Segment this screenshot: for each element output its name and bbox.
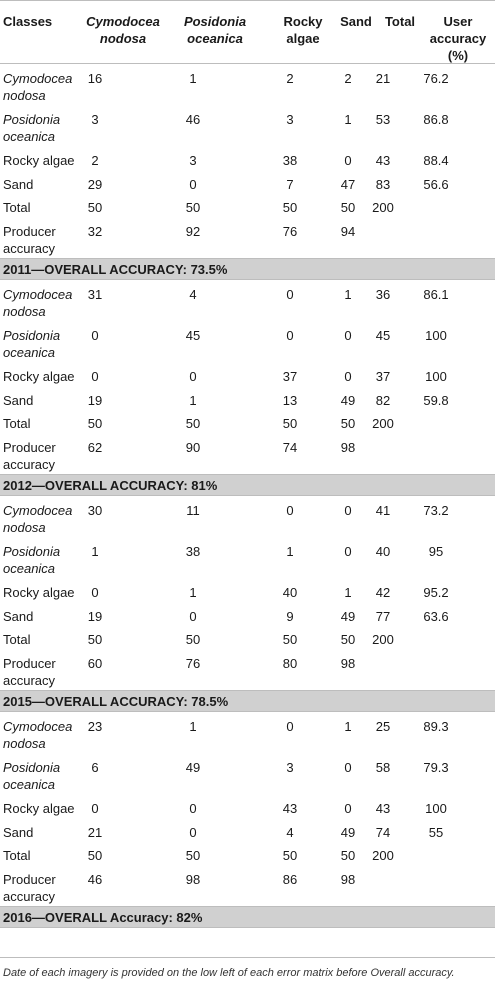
cell-sand: 0 — [344, 369, 352, 384]
overall-accuracy-band — [0, 690, 495, 712]
table-row — [0, 537, 495, 578]
row-class-label: Sand — [3, 825, 34, 840]
row-class-label: Sand — [3, 177, 34, 192]
cell-sand: 1 — [344, 112, 352, 127]
header-user-accuracy: User accuracy (%) — [429, 14, 487, 63]
cell-rocky-algae: 43 — [282, 801, 298, 816]
row-class-label: Rocky algae — [3, 153, 75, 168]
cell-user-accuracy: 59.8 — [423, 393, 449, 408]
cell-total: 82 — [375, 393, 391, 408]
cell-sand: 50 — [340, 632, 356, 647]
cell-posidonia-oceanica: 0 — [189, 825, 197, 840]
cell-posidonia-oceanica: 1 — [189, 71, 197, 86]
table-row — [0, 578, 495, 602]
row-class-label: Posidonia oceanica — [3, 112, 61, 144]
table-row — [0, 865, 495, 906]
overall-accuracy-label: 2012—OVERALL ACCURACY: 81% — [3, 478, 218, 493]
cell-cymodocea-nodosa: 0 — [91, 369, 99, 384]
cell-posidonia-oceanica: 38 — [185, 544, 201, 559]
cell-sand: 0 — [344, 760, 352, 775]
table-body — [0, 64, 495, 928]
cell-user-accuracy: 100 — [425, 369, 447, 384]
table-footnote: Date of each imagery is provided on the low left of each error matrix before Overall accuracy. — [3, 967, 455, 979]
cell-cymodocea-nodosa: 1 — [91, 544, 99, 559]
cell-total: 200 — [372, 632, 394, 647]
cell-user-accuracy: 73.2 — [423, 503, 449, 518]
cell-user-accuracy: 100 — [425, 801, 447, 816]
table-row — [0, 105, 495, 146]
cell-posidonia-oceanica: 11 — [186, 503, 200, 518]
table-row — [0, 496, 495, 537]
cell-total: 74 — [375, 825, 391, 840]
cell-cymodocea-nodosa: 30 — [87, 503, 103, 518]
cell-user-accuracy: 56.6 — [423, 177, 449, 192]
cell-posidonia-oceanica: 92 — [185, 224, 201, 239]
cell-posidonia-oceanica: 50 — [185, 416, 201, 431]
cell-rocky-algae: 86 — [282, 872, 298, 887]
table-row — [0, 362, 495, 386]
cell-user-accuracy: 89.3 — [423, 719, 449, 734]
cell-total: 25 — [375, 719, 391, 734]
cell-total: 36 — [375, 287, 391, 302]
cell-rocky-algae: 0 — [286, 287, 294, 302]
cell-cymodocea-nodosa: 0 — [91, 801, 99, 816]
cell-posidonia-oceanica: 76 — [185, 656, 201, 671]
cell-cymodocea-nodosa: 16 — [87, 71, 103, 86]
cell-cymodocea-nodosa: 46 — [87, 872, 103, 887]
table-row — [0, 170, 495, 193]
header-classes: Classes — [3, 14, 53, 29]
cell-user-accuracy: 55 — [428, 825, 444, 840]
cell-posidonia-oceanica: 4 — [189, 287, 197, 302]
cell-total: 43 — [375, 153, 391, 168]
cell-total: 53 — [375, 112, 391, 127]
header-cymodocea-nodosa: Cymodocea nodosa — [86, 14, 160, 46]
cell-rocky-algae: 74 — [282, 440, 298, 455]
cell-cymodocea-nodosa: 60 — [87, 656, 103, 671]
cell-rocky-algae: 3 — [286, 112, 294, 127]
table-header — [0, 0, 495, 64]
cell-total: 77 — [375, 609, 391, 624]
row-class-label: Producer accuracy — [3, 656, 56, 688]
header-posidonia-oceanica: Posidonia oceanica — [183, 14, 247, 46]
header-rocky-algae: Rocky algae — [283, 14, 323, 46]
cell-posidonia-oceanica: 0 — [189, 369, 197, 384]
overall-accuracy-band — [0, 258, 495, 280]
cell-cymodocea-nodosa: 19 — [87, 609, 103, 624]
cell-posidonia-oceanica: 1 — [189, 585, 197, 600]
header-total: Total — [384, 14, 416, 29]
cell-cymodocea-nodosa: 50 — [87, 416, 103, 431]
overall-accuracy-label: 2015—OVERALL ACCURACY: 78.5% — [3, 694, 229, 709]
cell-rocky-algae: 50 — [282, 416, 298, 431]
cell-sand: 2 — [344, 71, 352, 86]
cell-cymodocea-nodosa: 50 — [87, 632, 103, 647]
cell-rocky-algae: 76 — [282, 224, 298, 239]
cell-posidonia-oceanica: 0 — [189, 801, 197, 816]
cell-cymodocea-nodosa: 2 — [91, 153, 99, 168]
cell-sand: 98 — [340, 872, 356, 887]
cell-cymodocea-nodosa: 50 — [87, 200, 103, 215]
table-bottom-rule — [0, 957, 495, 958]
cell-rocky-algae: 2 — [286, 71, 294, 86]
cell-rocky-algae: 3 — [286, 760, 294, 775]
cell-cymodocea-nodosa: 0 — [91, 585, 99, 600]
table-row — [0, 409, 495, 433]
row-class-label: Rocky algae — [3, 585, 75, 600]
table-row — [0, 146, 495, 170]
cell-total: 21 — [375, 71, 391, 86]
table-row — [0, 64, 495, 105]
cell-posidonia-oceanica: 50 — [185, 632, 201, 647]
overall-accuracy-band — [0, 474, 495, 496]
row-class-label: Total — [3, 416, 31, 431]
table-row — [0, 602, 495, 625]
cell-user-accuracy: 88.4 — [423, 153, 449, 168]
table-row — [0, 625, 495, 649]
cell-total: 40 — [375, 544, 391, 559]
cell-total: 200 — [372, 200, 394, 215]
cell-posidonia-oceanica: 45 — [185, 328, 201, 343]
cell-sand: 50 — [340, 200, 356, 215]
row-class-label: Producer accuracy — [3, 224, 56, 256]
cell-sand: 49 — [340, 825, 356, 840]
table-row — [0, 280, 495, 321]
cell-sand: 49 — [340, 609, 356, 624]
row-class-label: Total — [3, 848, 31, 863]
cell-posidonia-oceanica: 49 — [185, 760, 201, 775]
table-row — [0, 794, 495, 818]
table-row — [0, 712, 495, 753]
cell-cymodocea-nodosa: 29 — [87, 177, 103, 192]
cell-posidonia-oceanica: 90 — [185, 440, 201, 455]
table-row — [0, 753, 495, 794]
row-class-label: Sand — [3, 609, 34, 624]
cell-sand: 98 — [340, 656, 356, 671]
cell-sand: 0 — [344, 544, 352, 559]
row-class-label: Cymodocea nodosa — [3, 287, 73, 319]
cell-cymodocea-nodosa: 21 — [87, 825, 103, 840]
cell-cymodocea-nodosa: 19 — [87, 393, 103, 408]
cell-posidonia-oceanica: 98 — [185, 872, 201, 887]
table-row — [0, 433, 495, 474]
cell-sand: 1 — [344, 585, 352, 600]
cell-rocky-algae: 40 — [282, 585, 298, 600]
row-class-label: Producer accuracy — [3, 872, 56, 904]
cell-total: 200 — [372, 848, 394, 863]
cell-rocky-algae: 0 — [286, 328, 294, 343]
overall-accuracy-band — [0, 906, 495, 928]
cell-posidonia-oceanica: 46 — [185, 112, 201, 127]
cell-rocky-algae: 9 — [286, 609, 294, 624]
cell-user-accuracy: 63.6 — [423, 609, 449, 624]
cell-user-accuracy: 95.2 — [423, 585, 449, 600]
table-row — [0, 818, 495, 841]
row-class-label: Cymodocea nodosa — [3, 719, 73, 751]
cell-total: 45 — [375, 328, 391, 343]
cell-total: 58 — [375, 760, 391, 775]
cell-rocky-algae: 0 — [286, 719, 294, 734]
row-class-label: Posidonia oceanica — [3, 544, 61, 576]
row-class-label: Rocky algae — [3, 369, 75, 384]
cell-rocky-algae: 37 — [282, 369, 298, 384]
cell-total: 42 — [375, 585, 391, 600]
cell-rocky-algae: 13 — [282, 393, 298, 408]
cell-total: 43 — [375, 801, 391, 816]
cell-rocky-algae: 1 — [286, 544, 294, 559]
cell-cymodocea-nodosa: 23 — [87, 719, 103, 734]
cell-cymodocea-nodosa: 3 — [91, 112, 99, 127]
cell-user-accuracy: 86.8 — [423, 112, 449, 127]
table-row — [0, 217, 495, 258]
cell-sand: 50 — [340, 848, 356, 863]
cell-rocky-algae: 80 — [282, 656, 298, 671]
cell-sand: 49 — [340, 393, 356, 408]
cell-user-accuracy: 100 — [425, 328, 447, 343]
cell-posidonia-oceanica: 1 — [189, 393, 197, 408]
cell-cymodocea-nodosa: 62 — [87, 440, 103, 455]
cell-cymodocea-nodosa: 0 — [91, 328, 99, 343]
cell-total: 200 — [372, 416, 394, 431]
cell-rocky-algae: 50 — [282, 848, 298, 863]
row-class-label: Posidonia oceanica — [3, 328, 61, 360]
cell-posidonia-oceanica: 50 — [185, 848, 201, 863]
cell-total: 41 — [375, 503, 391, 518]
cell-cymodocea-nodosa: 50 — [87, 848, 103, 863]
table-row — [0, 841, 495, 865]
cell-rocky-algae: 50 — [282, 200, 298, 215]
cell-total: 37 — [375, 369, 391, 384]
overall-accuracy-label: 2016—OVERALL Accuracy: 82% — [3, 910, 203, 925]
row-class-label: Sand — [3, 393, 34, 408]
table-row — [0, 193, 495, 217]
row-class-label: Total — [3, 200, 31, 215]
cell-rocky-algae: 0 — [286, 503, 294, 518]
cell-sand: 94 — [340, 224, 356, 239]
cell-user-accuracy: 79.3 — [423, 760, 449, 775]
cell-sand: 0 — [344, 153, 352, 168]
table-row — [0, 386, 495, 409]
cell-posidonia-oceanica: 50 — [185, 200, 201, 215]
cell-cymodocea-nodosa: 31 — [87, 287, 103, 302]
cell-rocky-algae: 50 — [282, 632, 298, 647]
cell-user-accuracy: 95 — [428, 544, 444, 559]
cell-sand: 0 — [344, 503, 352, 518]
row-class-label: Posidonia oceanica — [3, 760, 61, 792]
cell-rocky-algae: 4 — [286, 825, 294, 840]
cell-sand: 47 — [340, 177, 356, 192]
cell-sand: 50 — [340, 416, 356, 431]
cell-sand: 98 — [340, 440, 356, 455]
cell-user-accuracy: 86.1 — [423, 287, 449, 302]
cell-cymodocea-nodosa: 32 — [87, 224, 103, 239]
row-class-label: Producer accuracy — [3, 440, 56, 472]
cell-sand: 0 — [344, 801, 352, 816]
overall-accuracy-label: 2011—OVERALL ACCURACY: 73.5% — [3, 262, 228, 277]
cell-user-accuracy: 76.2 — [423, 71, 449, 86]
cell-sand: 1 — [344, 287, 352, 302]
row-class-label: Total — [3, 632, 31, 647]
cell-posidonia-oceanica: 0 — [189, 177, 197, 192]
cell-posidonia-oceanica: 0 — [189, 609, 197, 624]
cell-rocky-algae: 7 — [286, 177, 294, 192]
cell-posidonia-oceanica: 3 — [189, 153, 197, 168]
table-row — [0, 321, 495, 362]
cell-total: 83 — [375, 177, 391, 192]
cell-sand: 0 — [344, 328, 352, 343]
row-class-label: Cymodocea nodosa — [3, 503, 73, 535]
table-row — [0, 649, 495, 690]
row-class-label: Rocky algae — [3, 801, 75, 816]
header-sand: Sand — [340, 14, 372, 29]
cell-sand: 1 — [344, 719, 352, 734]
row-class-label: Cymodocea nodosa — [3, 71, 73, 103]
cell-cymodocea-nodosa: 6 — [91, 760, 99, 775]
cell-rocky-algae: 38 — [282, 153, 298, 168]
cell-posidonia-oceanica: 1 — [189, 719, 197, 734]
